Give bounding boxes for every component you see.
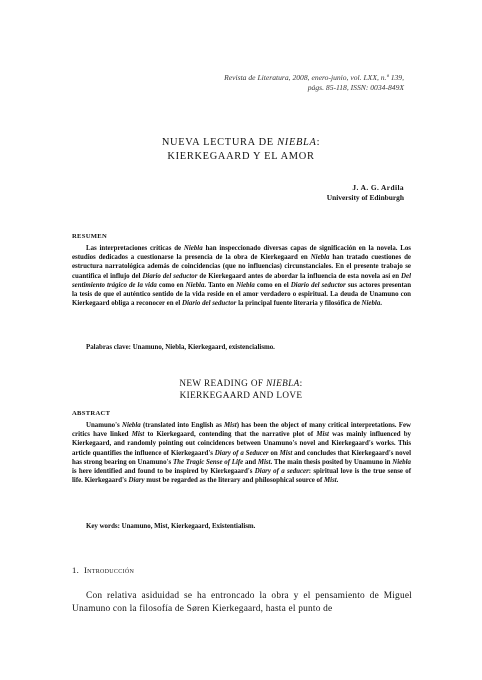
author-name: J. A. G. Ardila: [352, 183, 404, 192]
body-paragraph: Con relativa asiduidad se ha entroncado la obra y el pensamiento de Miguel Unamuno con la filosofía de Søren Kierkegaard, hasta el punto de: [72, 591, 412, 614]
title-colon: :: [316, 137, 321, 148]
journal-citation-line-1: Revista de Literatura, 2008, enero-junio, vol. LXX, n.º 139,: [224, 73, 404, 82]
abstract-paragraph: Unamuno's Niebla (translated into English as Mist) has been the object of many critical interpretations. Few critics have linked Mist to Kierkegaard, contending that the narrative plot of Mist was mainly influenced by Kierkegaard, and randomly pointing out coincidences between Unamuno's novel and Kierkegaard's works. This article quantifies the influence of Kierkegaard's Diary of a Seducer on Mist and concludes that Kierkegaard's novel has strong bearing on Unamuno's The Tragic Sense of Life and Mist. The main thesis posited by Unamuno in Niebla is here identified and found to be inspired by Kierkegaard's Diary of a seducer: spiritual love is the true sense of life. Kierkegaard's Diary must be regarded as the literary and philosophical source of Mist.: [72, 422, 412, 485]
resumen-heading: RESUMEN: [72, 233, 108, 240]
journal-citation-line-2: págs. 85-118, ISSN: 0034-849X: [307, 83, 404, 92]
resumen-keywords: Palabras clave: Unamuno, Niebla, Kierkegaard, existencialismo.: [86, 344, 275, 351]
spanish-title: [0, 136, 482, 164]
author-block: [327, 183, 404, 203]
author-affiliation: University of Edinburgh: [326, 193, 404, 202]
english-title: [0, 377, 482, 401]
abstract-keywords: Key words: Unamuno, Mist, Kierkegaard, Existentialism.: [86, 523, 256, 530]
spanish-title-line-1: [0, 136, 482, 150]
section-heading: [72, 565, 134, 575]
english-title-line-1: NEW READING OF NIEBLA:: [179, 378, 303, 388]
section-number: 1.: [72, 565, 80, 575]
abstract-heading: ABSTRACT: [72, 410, 111, 417]
resumen-paragraph: Las interpretaciones críticas de Niebla han inspeccionado diversas capas de significación en la novela. Los estudios dedicados a cuestionarse la presencia de la obra de Kierkegaard en Niebla han tratado cuestiones de estructura narratológica además de coincidencias (que no influencias) circunstanciales. En el presente trabajo se cuantifica el influjo del Diario del seductor de Kierkegaard antes de abordar la influencia de esta novela así en Del sentimiento trágico de la vida como en Niebla. Tanto en Niebla como en el Diario del seductor sus actores presentan la tesis de que el auténtico sentido de la vida reside en el amor verdadero o espiritual. La deuda de Unamuno con Kierkegaard obliga a reconocer en el Diario del seductor la principal fuente literaria y filosófica de Niebla.: [72, 245, 412, 308]
journal-citation: [224, 73, 404, 93]
title-text: NUEVA LECTURA DE: [161, 137, 278, 148]
spanish-title-line-2: KIERKEGAARD Y EL AMOR: [167, 151, 315, 162]
section-title: Introducción: [83, 565, 135, 575]
english-title-line-2: KIERKEGAARD AND LOVE: [179, 390, 303, 400]
title-italic: NIEBLA: [277, 137, 317, 148]
